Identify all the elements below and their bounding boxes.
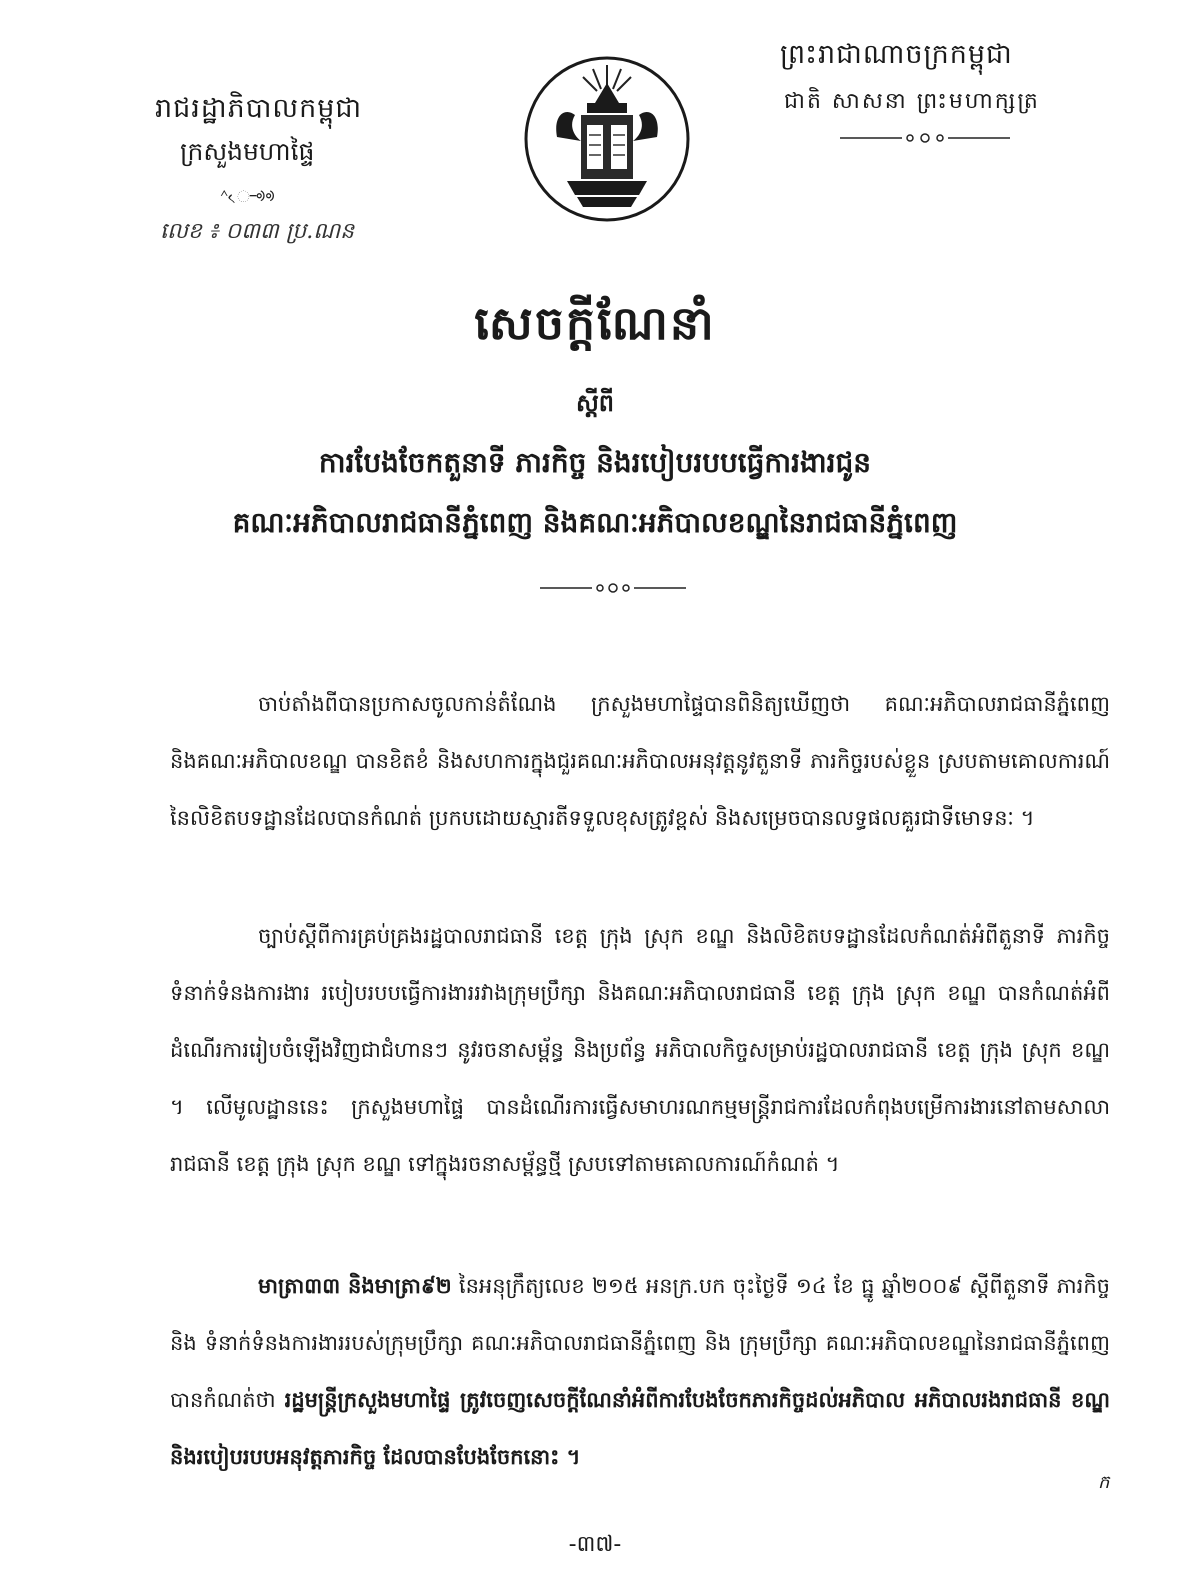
ministry-name: ក្រសួងមហាផ្ទៃ (180, 137, 315, 166)
reference-number: លេខ ៖ ០៣៣ ប្រ.ណន (160, 219, 355, 244)
issuing-authority-block (150, 92, 440, 249)
document-subject-line-1: ការបែងចែកតួនាទី ភារកិច្ច និងរបៀបរបបធ្វើការងារជូន (318, 446, 872, 479)
paragraph-3-emphasis: រដ្ឋមន្ត្រីក្រសួងមហាផ្ទៃ ត្រូវចេញសេចក្តីណែនាំអំពីការបែងចែកភារកិច្ចដល់អភិបាល អភិបាលរងរាជធានី ខណ្ឌ និងរបៀបរបបអនុវត្តភារកិច្ច ដែលបានបែងចែកនោះ ។ (170, 1388, 1110, 1469)
national-motto: ជាតិ សាសនា ព្រះមហាក្សត្រ (784, 89, 1040, 114)
document-about: ស្តីពី (575, 389, 615, 417)
document-title: សេចក្តីណែនាំ (474, 296, 716, 350)
paragraph-1-text: ចាប់តាំងពីបានប្រកាសចូលកាន់តំណែង ក្រសួងមហាផ្ទៃបានពិនិត្យឃើញថា គណៈអភិបាលរាជធានីភ្នំពេញ និងគណៈអភិបាលខណ្ឌ បានខិតខំ និងសហការក្នុងជួរគណៈអភិបាលអនុវត្តនូវតួនាទី ភារកិច្ចរបស់ខ្លួន ស្របតាមគោលការណ៍នៃលិខិតបទដ្ឋានដែលបានកំណត់ ប្រកបដោយស្មារតីទទួលខុសត្រូវខ្ពស់ និងសម្រេចបានលទ្ធផលគួរជាទីមោទនៈ ។ (170, 692, 1110, 830)
handwritten-initial: ក (1098, 1472, 1110, 1493)
royal-emblem-icon (523, 55, 691, 223)
left-ornament: ᣔᨙ᠆ᢀᢀ (220, 187, 275, 206)
paragraph-3-text: នៃអនុក្រឹត្យលេខ ២១៥ អនក្រ.បក ចុះថ្ងៃទី ១៤ ខែ ធ្នូ ឆ្នាំ២០០៩ ស្តីពីតួនាទី ភារកិច្ច និង ទំនាក់ទំនងការងាររបស់ក្រុមប្រឹក្សា គណៈអភិបាលរាជធានីភ្នំពេញ និង ក្រុមប្រឹក្សា គណៈអភិបាលខណ្ឌនៃរាជធានីភ្នំពេញ បានកំណត់ថា (170, 1274, 1110, 1412)
body-paragraph-1 (170, 676, 1110, 847)
national-header-block (780, 38, 1080, 149)
government-name: រាជរដ្ឋាភិបាលកម្ពុជា (155, 93, 363, 124)
kingdom-name: ព្រះរាជាណាចក្រកម្ពុជា (780, 39, 1013, 70)
ornament-divider-icon (840, 131, 1010, 145)
ornament-divider-icon (540, 580, 686, 596)
body-paragraph-2 (170, 908, 1110, 1193)
document-subject-line-2: គណៈអភិបាលរាជធានីភ្នំពេញ និងគណៈអភិបាលខណ្ឌនៃរាជធានីភ្នំពេញ (232, 506, 958, 539)
paragraph-2-text: ច្បាប់ស្តីពីការគ្រប់គ្រងរដ្ឋបាលរាជធានី ខេត្ត ក្រុង ស្រុក ខណ្ឌ និងលិខិតបទដ្ឋានដែលកំណត់អំពីតួនាទី ភារកិច្ច ទំនាក់ទំនងការងារ របៀបរបបធ្វើការងាររវាងក្រុមប្រឹក្សា និងគណៈអភិបាលរាជធានី ខេត្ត ក្រុង ស្រុក ខណ្ឌ បានកំណត់អំពីដំណើរការរៀបចំឡើងវិញជាជំហានៗ នូវរចនាសម្ព័ន្ធ និងប្រព័ន្ធ អភិបាលកិច្ចសម្រាប់រដ្ឋបាលរាជធានី ខេត្ត ក្រុង ស្រុក ខណ្ឌ ។ លើមូលដ្ឋាននេះ ក្រសួងមហាផ្ទៃ បានដំណើរការធ្វើសមាហរណកម្មមន្ត្រីរាជការដែលកំពុងបម្រើការងារនៅតាមសាលារាជធានី ខេត្ត ក្រុង ស្រុក ខណ្ឌ ទៅក្នុងរចនាសម្ព័ន្ធថ្មី ស្របទៅតាមគោលការណ៍កំណត់ ។ (170, 924, 1110, 1176)
body-paragraph-3 (170, 1258, 1110, 1486)
page-number: -៣៧- (568, 1532, 622, 1557)
legal-articles-reference: មាត្រា៣៣ និងមាត្រា៩២ (258, 1274, 452, 1298)
